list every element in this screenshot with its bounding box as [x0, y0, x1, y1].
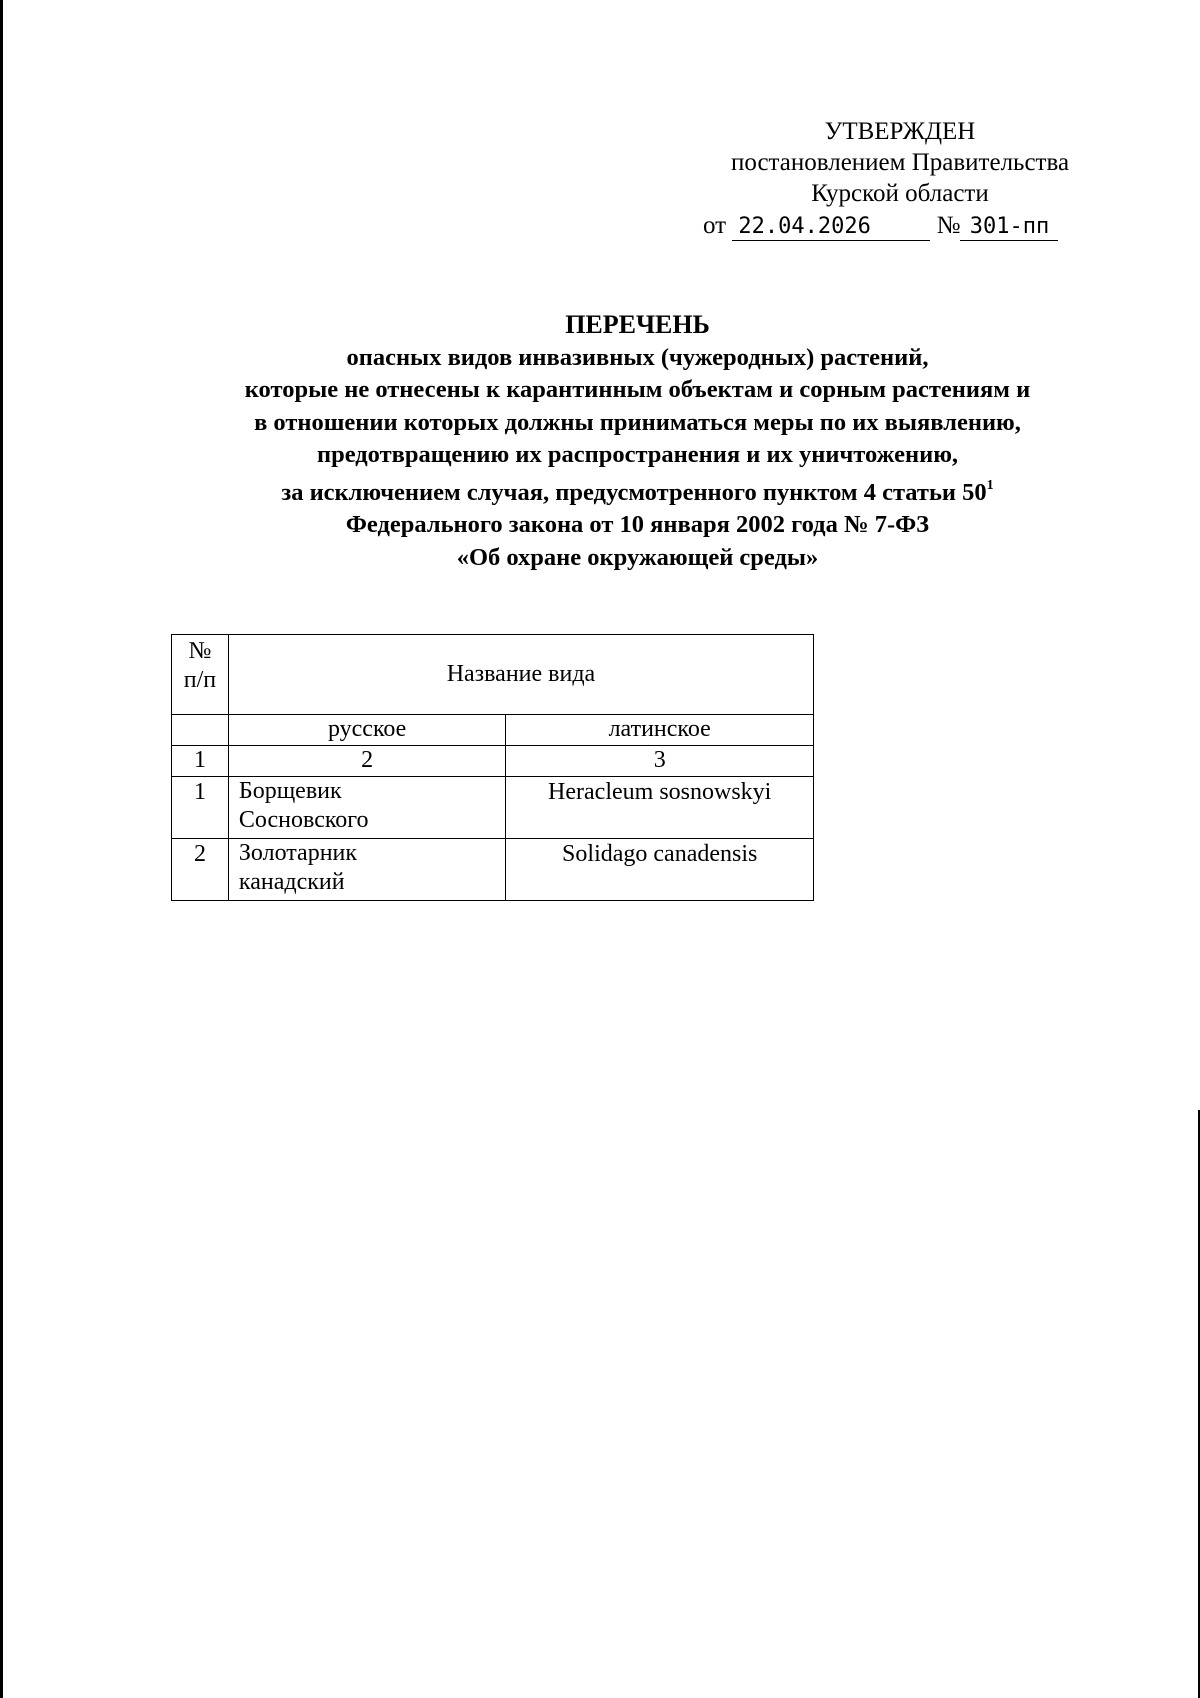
approved-label: УТВЕРЖДЕН: [824, 118, 976, 145]
registration-line: [690, 210, 1110, 241]
subheader-latin: латинское: [506, 715, 814, 746]
russian-name-line-2: Сосновского: [238, 807, 369, 833]
index-cell-3: 3: [506, 746, 814, 777]
russian-name: [228, 777, 505, 839]
decree-date: 22.04.2026: [732, 214, 930, 241]
header-num-symbol: №: [188, 638, 212, 664]
header-name-cell: Название вида: [228, 635, 813, 715]
russian-name-line-2: канадский: [238, 869, 345, 895]
title-line-5-text: за исключением случая, предусмотренного пунктом 4 статьи 50: [281, 478, 987, 506]
approved-by-line: постановлением Правительства: [730, 149, 1070, 176]
title-line-6: Федерального закона от 10 января 2002 года № 7-ФЗ: [345, 511, 930, 539]
table-subheader-row: [172, 715, 814, 746]
decree-number: 301-пп: [960, 214, 1058, 241]
russian-name: [228, 839, 505, 901]
approved-region-line: Курской области: [811, 180, 989, 207]
title-line-5-superscript: 1: [986, 477, 994, 493]
title-line-3: в отношении которых должны приниматься меры по их выявлению,: [254, 408, 1021, 436]
latin-name: Solidago canadensis: [506, 839, 814, 901]
subheader-empty-cell: [172, 715, 229, 746]
species-table: [171, 634, 814, 901]
table-header-row: [172, 635, 814, 715]
title-line-5: [120, 472, 1155, 510]
latin-name: Heracleum sosnowskyi: [506, 777, 814, 839]
title-heading: ПЕРЕЧЕНЬ: [565, 310, 710, 339]
page-edge-left: [0, 0, 3, 1698]
approval-stamp: [690, 116, 1110, 241]
table-row: [172, 839, 814, 901]
row-number: 1: [172, 777, 229, 839]
index-cell-1: 1: [172, 746, 229, 777]
title-line-4: предотвращению их распространения и их уничтожению,: [316, 441, 959, 468]
date-prefix: от: [703, 212, 727, 239]
title-line-7: «Об охране окружающей среды»: [456, 543, 819, 571]
header-num-cell: [172, 635, 229, 715]
row-number: 2: [172, 839, 229, 901]
number-prefix: №: [936, 212, 961, 239]
russian-name-line-1: Золотарник: [238, 840, 358, 866]
table-index-row: [172, 746, 814, 777]
title-line-1: опасных видов инвазивных (чужеродных) растений,: [346, 343, 929, 371]
header-num-abbr: п/п: [183, 667, 217, 693]
title-line-2: которые не отнесены к карантинным объектам и сорным растениям и: [244, 376, 1031, 403]
document-title: [120, 309, 1155, 574]
russian-name-line-1: Борщевик: [238, 778, 342, 804]
table-row: [172, 777, 814, 839]
subheader-russian: русское: [228, 715, 505, 746]
index-cell-2: 2: [228, 746, 505, 777]
